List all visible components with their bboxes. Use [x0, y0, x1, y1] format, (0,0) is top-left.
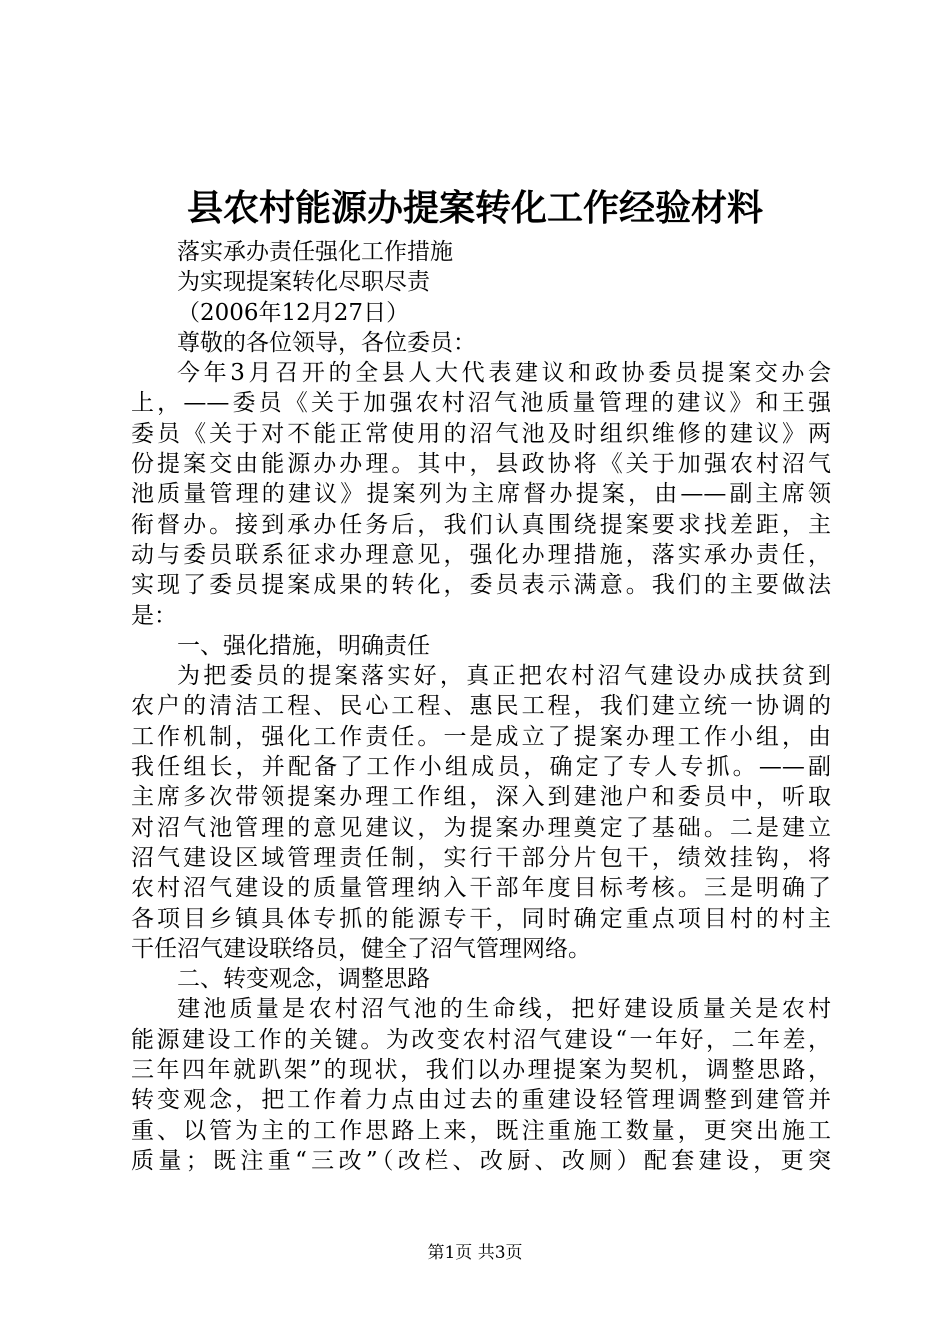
text-line: 二、转变观念，调整思路 — [177, 966, 430, 993]
text-line: 干任沼气建设联络员，健全了沼气管理网络。 — [131, 935, 591, 962]
text-line: 工作机制，强化工作责任。一是成立了提案办理工作小组，由 — [131, 723, 831, 750]
text-line: 动与委员联系征求办理意见，强化办理措施，落实承办责任， — [131, 541, 831, 568]
text-line: 上，——委员《关于加强农村沼气池质量管理的建议》和王强 — [131, 390, 831, 417]
text-line: 能源建设工作的关键。为改变农村沼气建设“一年好，二年差， — [131, 1026, 831, 1053]
text-line: 为实现提案转化尽职尽责 — [177, 269, 430, 296]
text-line: 三年四年就趴架”的现状，我们以办理提案为契机，调整思路， — [131, 1057, 831, 1084]
text-line: 是： — [131, 602, 177, 629]
text-line: 主席多次带领提案办理工作组，深入到建池户和委员中，听取 — [131, 784, 831, 811]
text-line: 委员《关于对不能正常使用的沼气池及时组织维修的建议》两 — [131, 420, 831, 447]
text-line: 份提案交由能源办办理。其中，县政协将《关于加强农村沼气 — [131, 451, 831, 478]
text-line: 对沼气池管理的意见建议，为提案办理奠定了基础。二是建立 — [131, 814, 831, 841]
text-line: 建池质量是农村沼气池的生命线，把好建设质量关是农村 — [177, 996, 831, 1023]
text-line: 农户的清洁工程、民心工程、惠民工程，我们建立统一协调的 — [131, 693, 831, 720]
text-line: （2006年12月27日） — [177, 299, 410, 326]
text-line: 一、强化措施，明确责任 — [177, 632, 430, 659]
text-line: 尊敬的各位领导，各位委员： — [177, 329, 476, 356]
document-body — [131, 237, 831, 1176]
text-line: 各项目乡镇具体专抓的能源专干，同时确定重点项目村的村主 — [131, 905, 831, 932]
text-line: 池质量管理的建议》提案列为主席督办提案，由——副主席领 — [131, 481, 831, 508]
text-line: 衔督办。接到承办任务后，我们认真围绕提案要求找差距，主 — [131, 511, 831, 538]
text-line: 我任组长，并配备了工作小组成员，确定了专人专抓。——副 — [131, 754, 831, 781]
text-line: 实现了委员提案成果的转化，委员表示满意。我们的主要做法 — [131, 572, 831, 599]
text-line: 今年3月召开的全县人大代表建议和政协委员提案交办会 — [177, 360, 831, 387]
text-line: 转变观念，把工作着力点由过去的重建设轻管理调整到建管并 — [131, 1087, 831, 1114]
text-line: 沼气建设区域管理责任制，实行干部分片包干，绩效挂钩，将 — [131, 844, 831, 871]
text-line: 重、以管为主的工作思路上来，既注重施工数量，更突出施工 — [131, 1117, 831, 1144]
text-line: 为把委员的提案落实好，真正把农村沼气建设办成扶贫到 — [177, 663, 831, 690]
text-line: 落实承办责任强化工作措施 — [177, 239, 453, 265]
document-title: 县农村能源办提案转化工作经验材料 — [186, 187, 763, 229]
page-footer: 第1页 共3页 — [427, 1243, 523, 1263]
text-line: 质量；既注重“三改”（改栏、改厨、改厕）配套建设，更突 — [131, 1147, 831, 1174]
text-line: 农村沼气建设的质量管理纳入干部年度目标考核。三是明确了 — [131, 875, 831, 902]
